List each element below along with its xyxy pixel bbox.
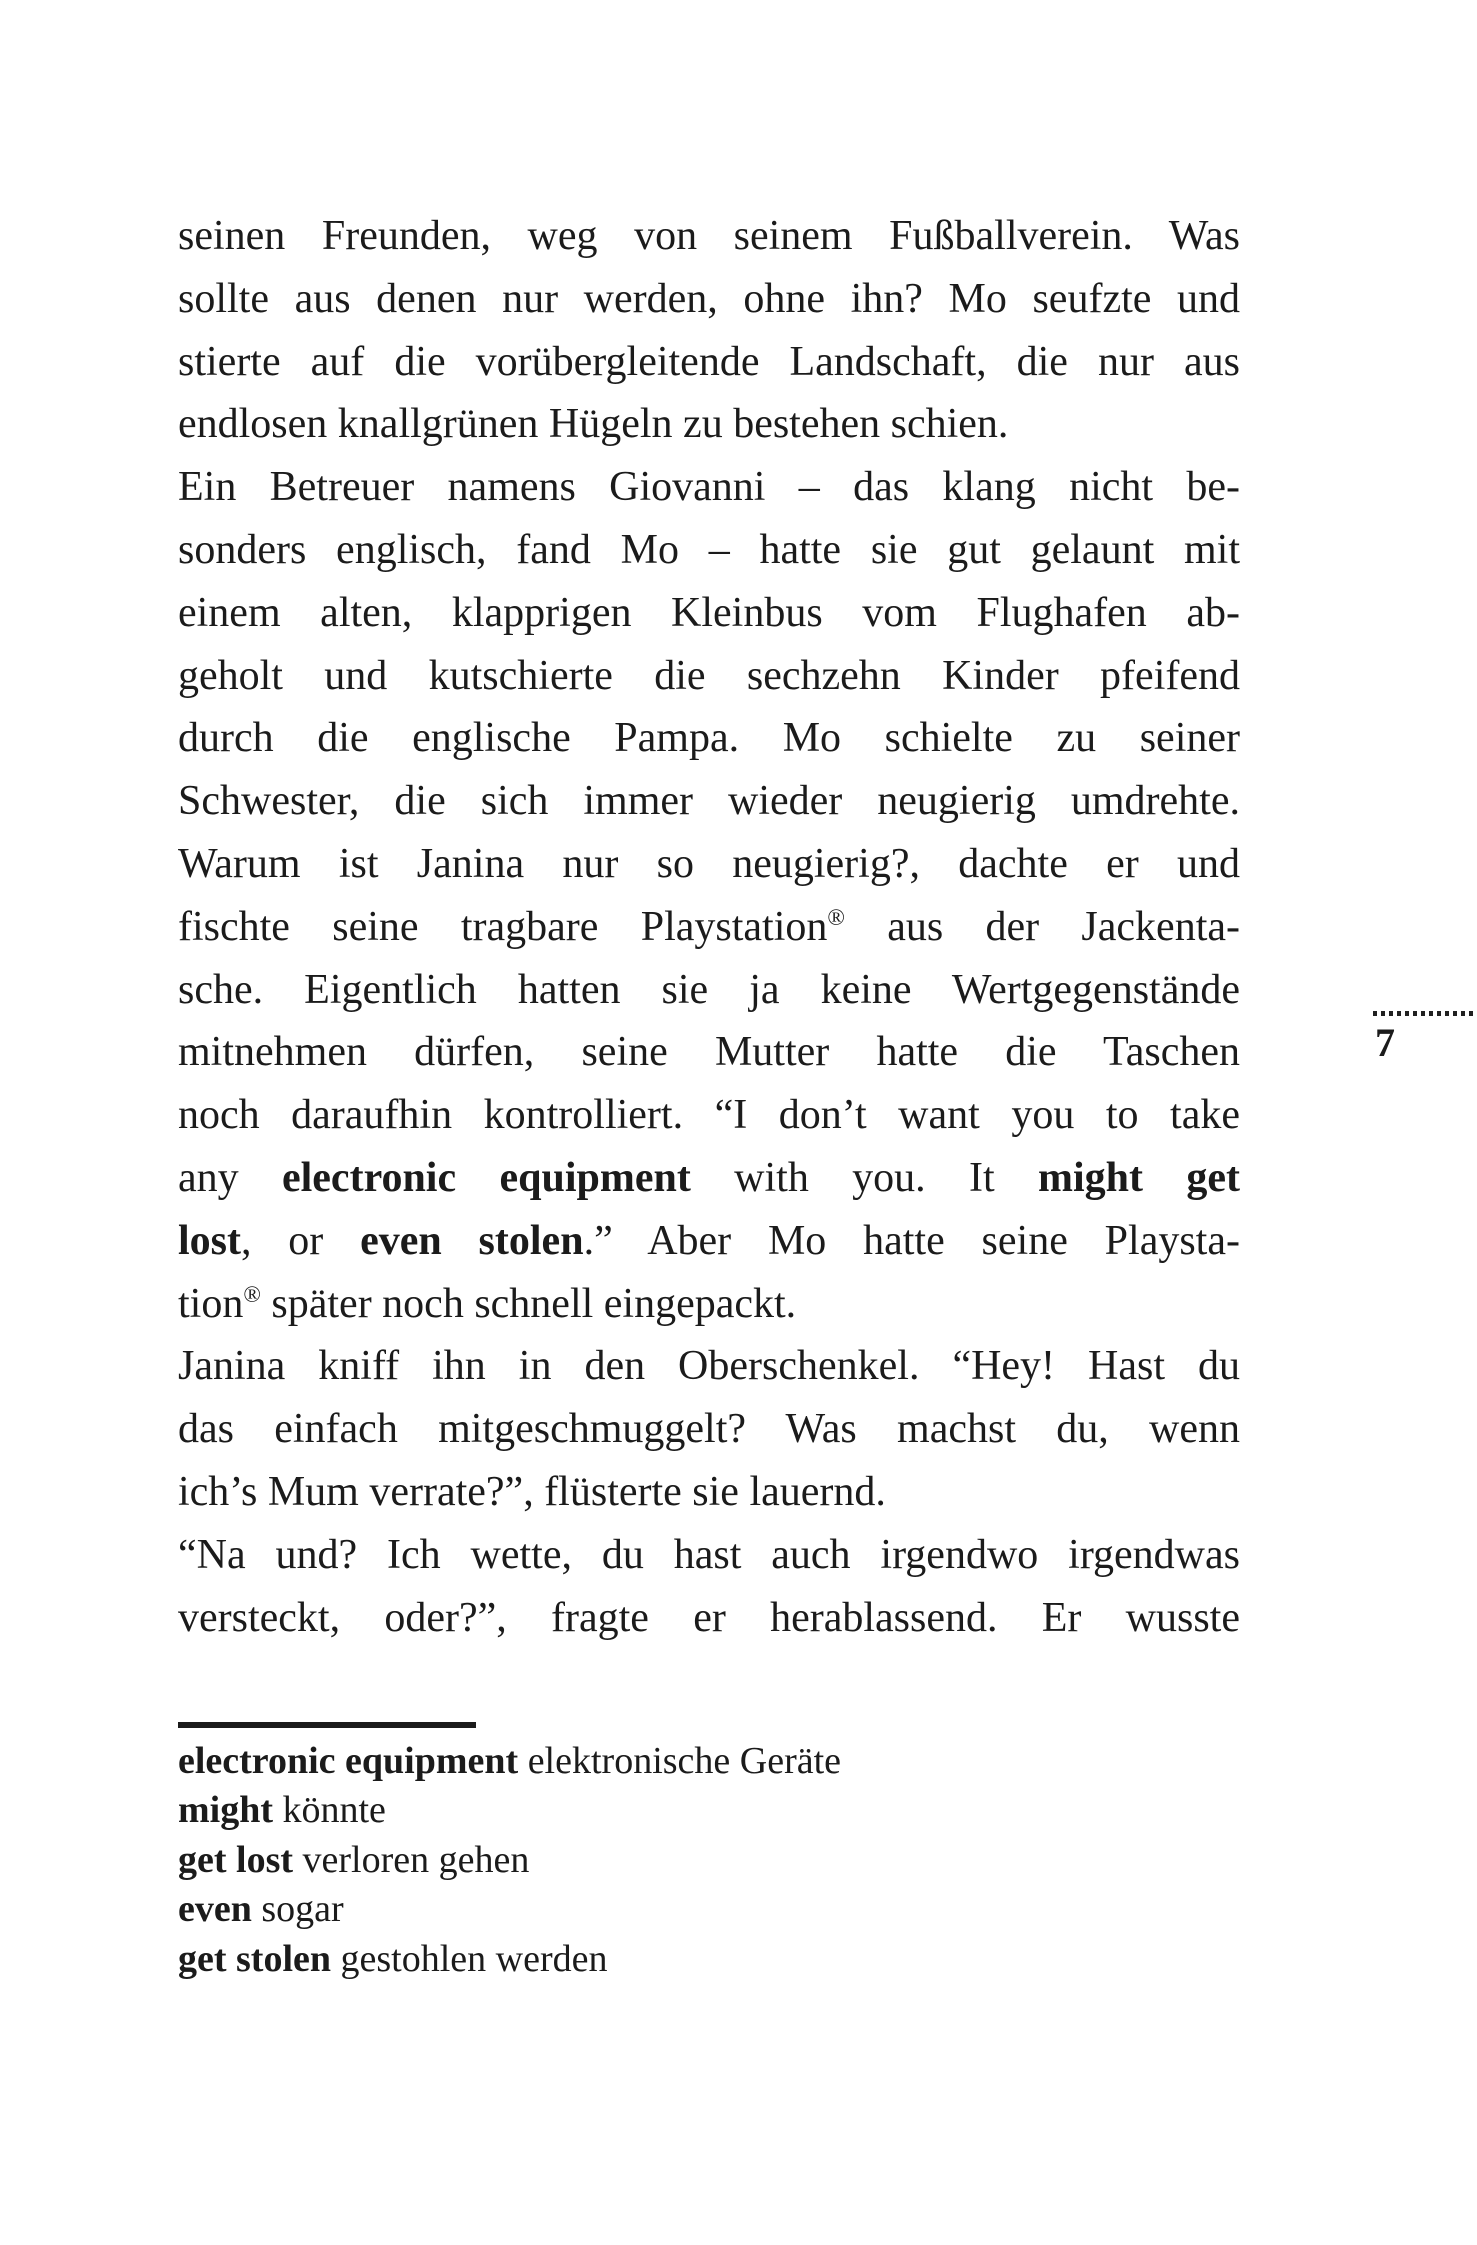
vocab-list — [178, 1737, 1138, 1984]
vocab-entry — [178, 1786, 1138, 1835]
vocab-term: might — [178, 1789, 273, 1832]
text-line — [178, 1273, 1240, 1336]
text-line — [178, 1587, 1240, 1650]
bold-vocab-word: electronic equipment — [281, 1154, 691, 1201]
text-segment: durch die englische Pampa. Mo schielte zu seiner — [178, 715, 1240, 762]
text-line — [178, 707, 1240, 770]
vocab-section — [178, 1722, 1138, 1984]
text-segment: Ein Betreuer namens Giovanni – das klang nicht be- — [178, 464, 1240, 511]
bold-vocab-word: even stolen — [360, 1217, 584, 1264]
text-segment: with you. It — [690, 1154, 1039, 1201]
text-segment: aus der Jackenta- — [844, 903, 1240, 950]
vocab-translation: könnte — [282, 1789, 386, 1832]
text-line — [178, 519, 1240, 582]
text-segment: endlosen knallgrünen Hügeln zu bestehen schien. — [178, 401, 1009, 448]
text-segment: fischte seine tragbare Playstation — [178, 903, 828, 950]
vocab-entry — [178, 1935, 1138, 1984]
text-segment: mitnehmen dürfen, seine Mutter hatte die Taschen — [178, 1029, 1240, 1076]
text-segment: any — [178, 1154, 282, 1201]
vocab-translation: verloren gehen — [302, 1838, 530, 1881]
vocab-translation: elektronische Geräte — [527, 1740, 842, 1782]
vocab-entry — [178, 1885, 1138, 1934]
text-line — [178, 456, 1240, 519]
text-line — [178, 268, 1240, 331]
text-segment: tion — [178, 1280, 244, 1327]
text-line — [178, 770, 1240, 833]
text-line — [178, 1084, 1240, 1147]
text-line — [178, 1461, 1240, 1524]
vocab-divider — [178, 1722, 476, 1728]
text-segment: Warum ist Janina nur so neugierig?, dachte er und — [178, 840, 1240, 887]
text-segment: geholt und kutschierte die sechzehn Kinder pfeifend — [178, 652, 1240, 699]
text-segment: später noch schnell eingepackt. — [260, 1280, 797, 1327]
text-line — [178, 645, 1240, 708]
text-segment: ich’s Mum verrate?”, flüsterte sie lauernd. — [178, 1468, 886, 1515]
bold-vocab-word: lost — [178, 1217, 241, 1264]
text-segment: .” Aber Mo hatte seine Playsta- — [583, 1217, 1240, 1264]
text-line — [178, 959, 1240, 1022]
text-segment: seinen Freunden, weg von seinem Fußballverein. Was — [178, 213, 1240, 259]
text-line — [178, 393, 1240, 456]
text-line — [178, 1021, 1240, 1084]
text-line — [178, 833, 1240, 896]
text-segment: , or — [241, 1217, 361, 1264]
page-number-marker — [1373, 1011, 1477, 1063]
vocab-term: get lost — [178, 1838, 294, 1881]
text-line — [178, 582, 1240, 645]
text-line — [178, 1398, 1240, 1461]
vocab-translation: gestohlen werden — [340, 1937, 608, 1980]
text-segment: das einfach mitgeschmuggelt? Was machst du, wenn — [178, 1406, 1240, 1453]
text-segment: stierte auf die vorübergleitende Landschaft, die nur aus — [178, 338, 1240, 385]
text-line — [178, 1210, 1240, 1273]
dotted-line — [1373, 1011, 1477, 1016]
vocab-term: even — [178, 1888, 252, 1931]
vocab-translation: sogar — [261, 1888, 344, 1931]
vocab-term: electronic equipment — [178, 1740, 519, 1782]
text-line — [178, 205, 1240, 268]
bold-vocab-word: might get — [1038, 1154, 1240, 1201]
text-segment: Janina kniff ihn in den Oberschenkel. “Hey! Hast du — [178, 1343, 1240, 1390]
text-line — [178, 896, 1240, 959]
text-line — [178, 1147, 1240, 1210]
text-segment: sche. Eigentlich hatten sie ja keine Wertgegenstände — [178, 966, 1240, 1013]
page-number: 7 — [1375, 1020, 1395, 1065]
vocab-entry — [178, 1737, 1138, 1786]
text-segment: sonders englisch, fand Mo – hatte sie gut gelaunt mit — [178, 526, 1240, 573]
text-line — [178, 331, 1240, 394]
text-segment: einem alten, klapprigen Kleinbus vom Flughafen ab- — [178, 589, 1240, 636]
text-segment: “Na und? Ich wette, du hast auch irgendwo irgendwas — [178, 1531, 1240, 1578]
text-segment: noch daraufhin kontrolliert. “I don’t want you to take — [178, 1092, 1240, 1139]
text-segment: Schwester, die sich immer wieder neugierig umdrehte. — [178, 778, 1240, 825]
text-segment: versteckt, oder?”, fragte er herablassend. Er wusste — [178, 1594, 1240, 1641]
registered-trademark-symbol: ® — [243, 1280, 261, 1307]
text-segment: sollte aus denen nur werden, ohne ihn? Mo seufzte und — [178, 275, 1240, 322]
story-text — [178, 205, 1240, 1649]
registered-trademark-symbol: ® — [827, 903, 845, 930]
vocab-term: get stolen — [178, 1937, 332, 1980]
text-line — [178, 1335, 1240, 1398]
vocab-entry — [178, 1836, 1138, 1885]
text-line — [178, 1524, 1240, 1587]
